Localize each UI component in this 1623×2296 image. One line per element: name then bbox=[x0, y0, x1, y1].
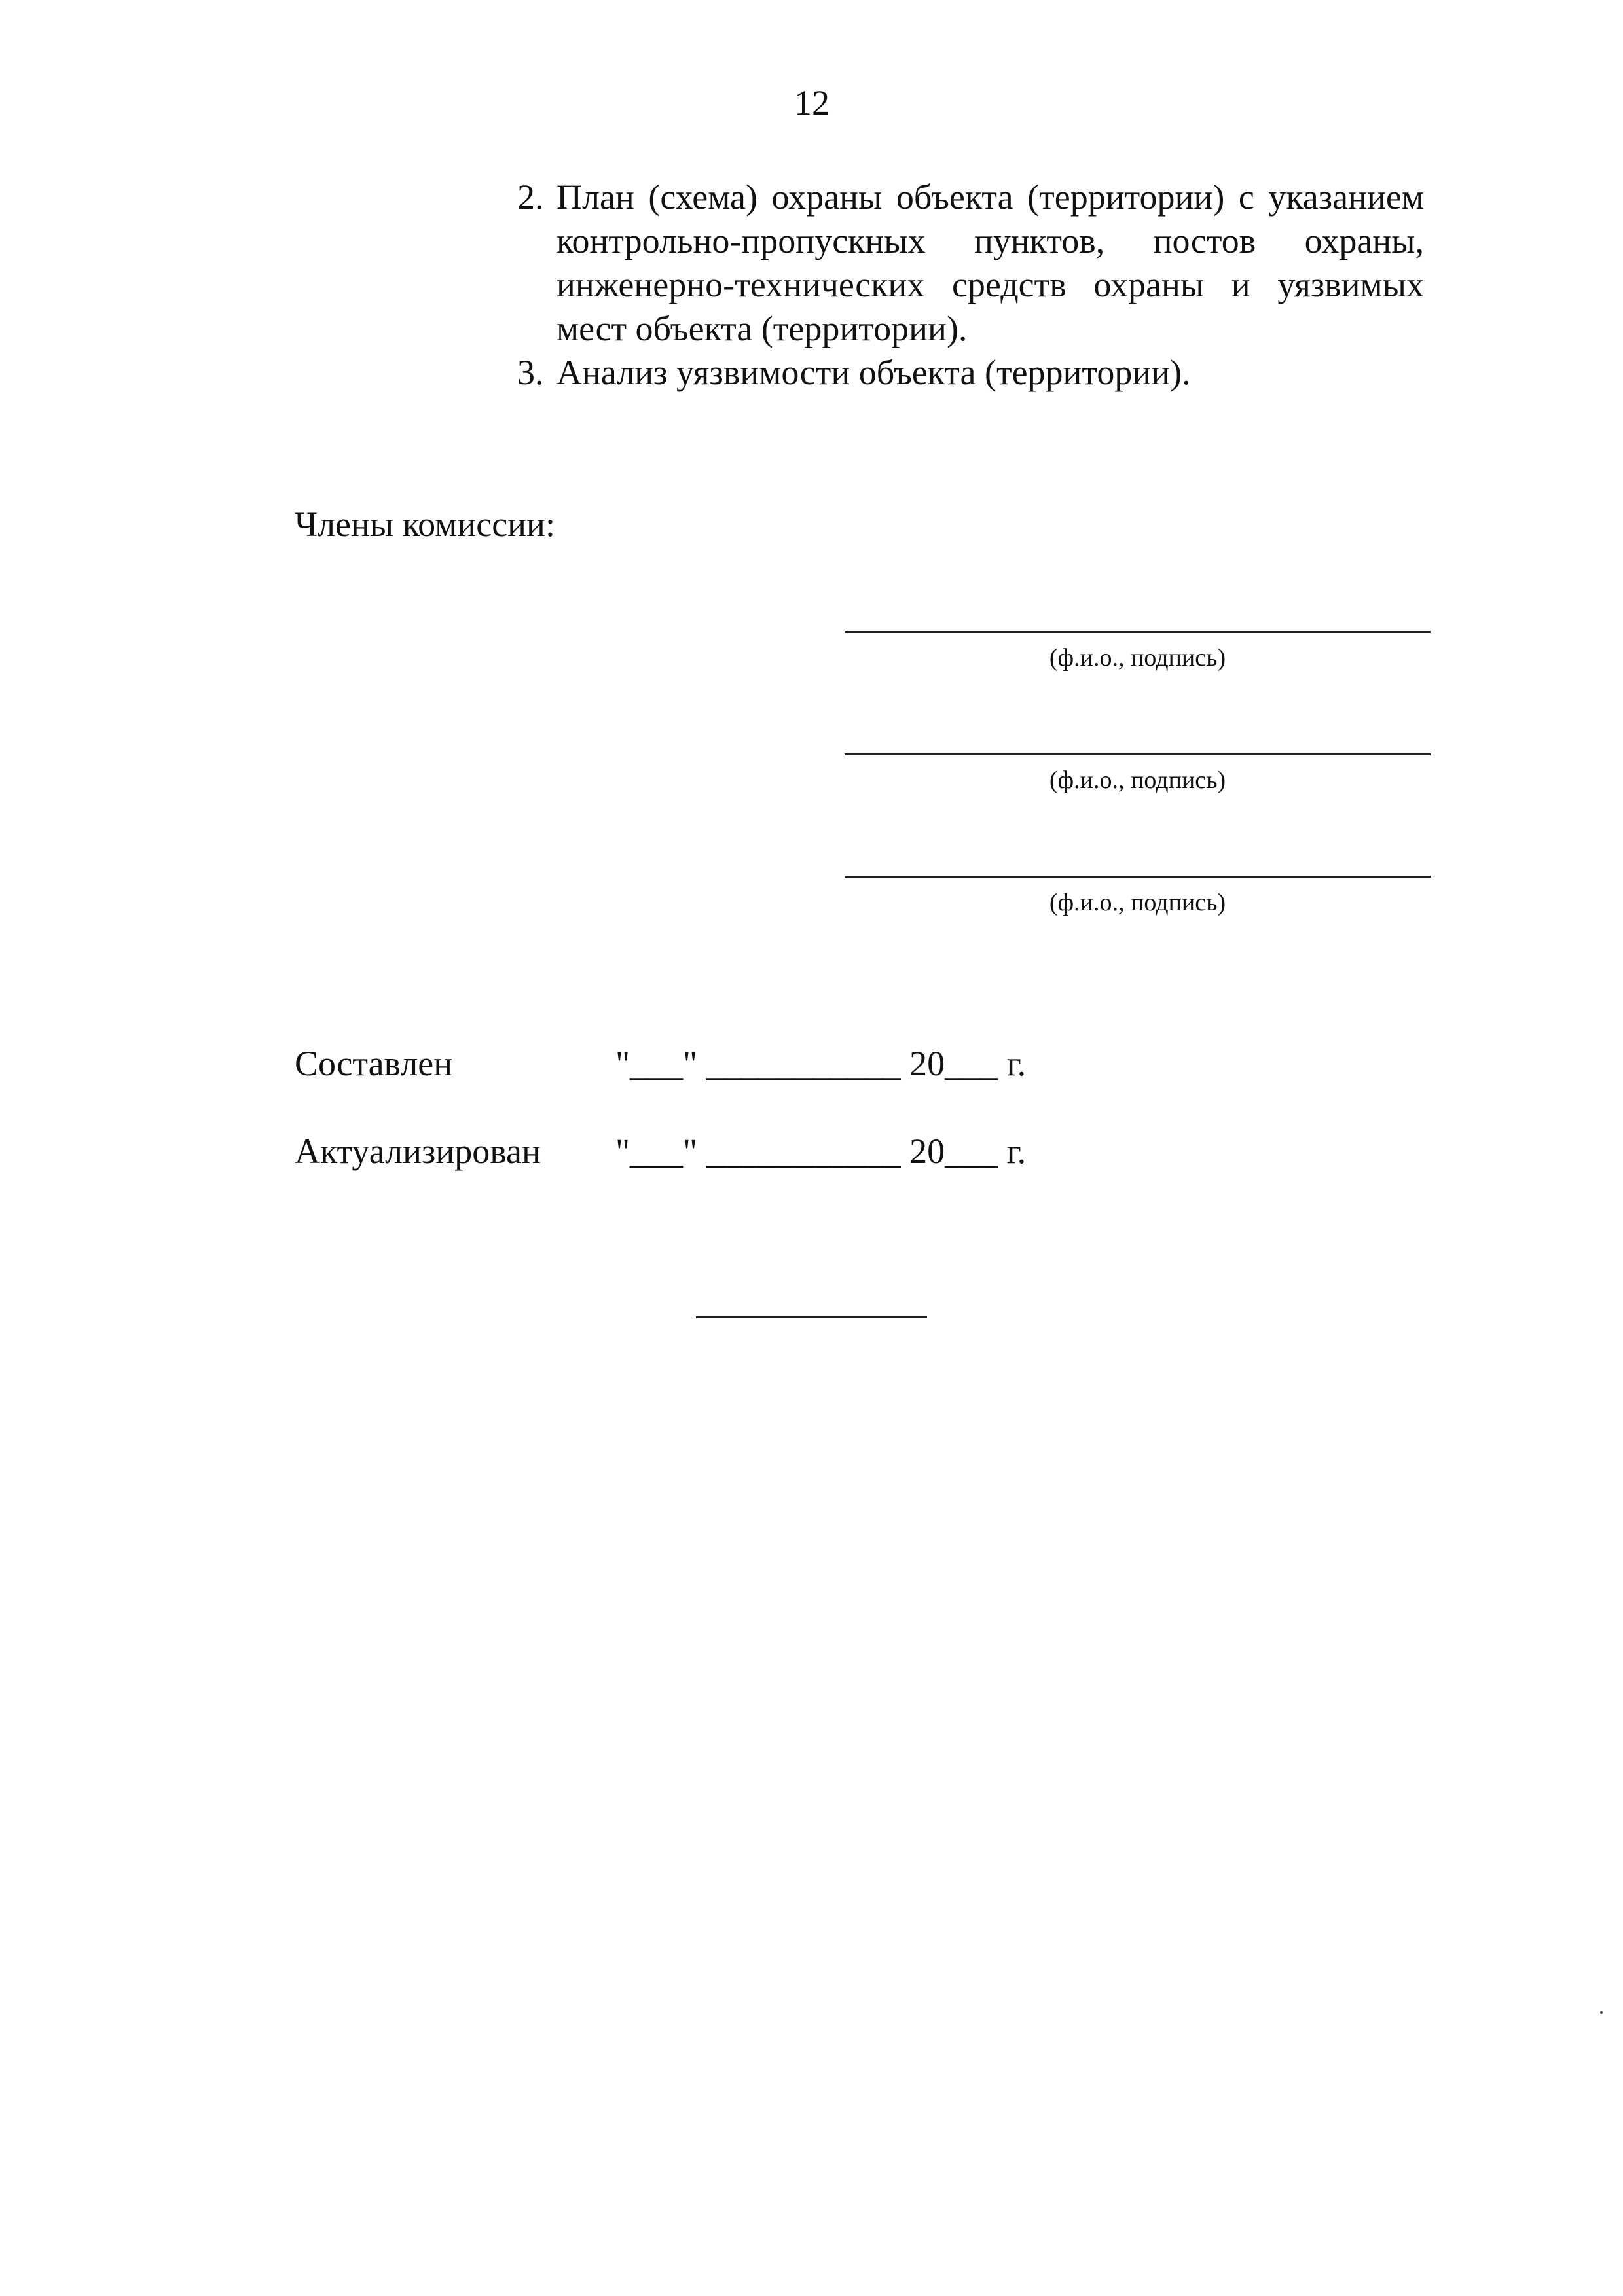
signature-block bbox=[845, 876, 1431, 917]
attachments-list bbox=[517, 175, 1424, 395]
page-number: 12 bbox=[794, 83, 830, 122]
end-of-document-rule bbox=[696, 1316, 927, 1318]
list-item-number: 3. bbox=[517, 353, 544, 392]
date-row-label: Актуализирован bbox=[295, 1132, 541, 1171]
signature-caption: (ф.и.о., подпись) bbox=[1049, 644, 1226, 672]
list-item-text: Анализ уязвимости объекта (территории). bbox=[556, 353, 1191, 392]
date-row-value[interactable]: "___" ___________ 20___ г. bbox=[615, 1044, 1027, 1083]
scan-speck bbox=[1600, 2011, 1603, 2014]
list-item bbox=[517, 175, 1424, 351]
updated-date-row bbox=[295, 1131, 1026, 1172]
signature-line[interactable] bbox=[845, 876, 1431, 878]
date-row-label: Составлен bbox=[295, 1044, 453, 1083]
signature-block bbox=[845, 631, 1431, 672]
list-item-number: 2. bbox=[517, 177, 544, 217]
list-item-text: План (схема) охраны объекта (территории) с указанием контрольно-пропускных пунктов, постов охраны, инженерно-технических средств охраны и уязвимых мест объекта (территории). bbox=[556, 177, 1424, 348]
signature-caption: (ф.и.о., подпись) bbox=[1049, 766, 1226, 794]
date-row-value[interactable]: "___" ___________ 20___ г. bbox=[615, 1132, 1027, 1171]
list-item bbox=[517, 351, 1424, 395]
compiled-date-row bbox=[295, 1043, 1026, 1084]
signature-block bbox=[845, 753, 1431, 795]
signature-line[interactable] bbox=[845, 753, 1431, 755]
signature-line[interactable] bbox=[845, 631, 1431, 633]
commission-members-label: Члены комиссии: bbox=[295, 505, 555, 544]
signature-caption: (ф.и.о., подпись) bbox=[1049, 889, 1226, 916]
